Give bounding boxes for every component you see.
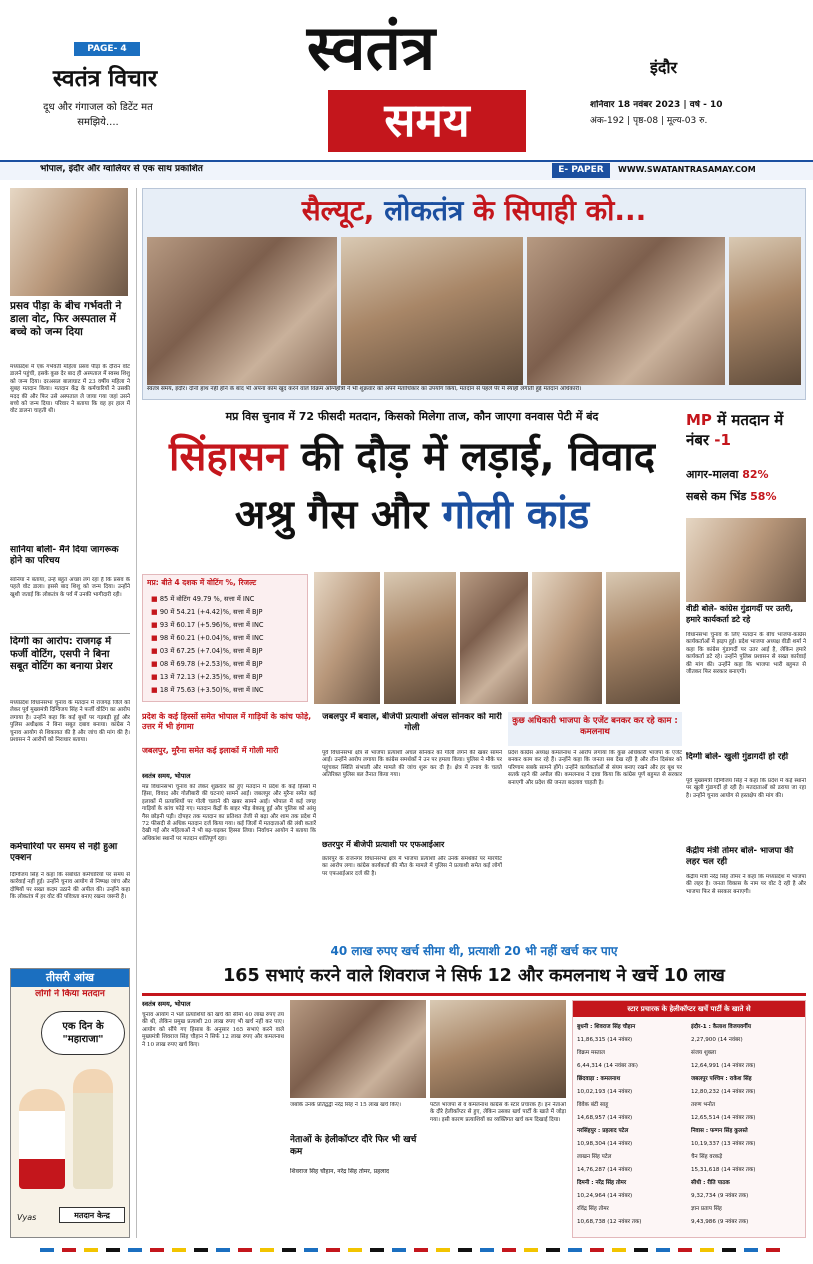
right-story2-headline: दिग्गी बोले- खुली गुंडागर्दी हो रही	[686, 752, 789, 762]
table-cell: तरुण भनोत	[691, 1102, 716, 1108]
expense-body: चुनाव आयोग ने भले प्रत्याशियों को खर्च की सीमा 40 लाख रुपए तय की थी, लेकिन प्रमुख प्रत्याशी 20 लाख रुपए भी खर्च नहीं कर पाए। आयोग को सौंपे गए हिसाब के अनुसार 165 सभाएं करने वाले मुख्यमंत्री शिवराज सिंह चौहान ने सिर्फ 12 लाख रुपए और कमलनाथ ने 10 लाख रुपए खर्च किए।	[142, 1012, 284, 1048]
chhatarpur-headline: छतरपुर में बीजेपी प्रत्याशी पर एफआईआर	[322, 840, 445, 849]
kamalnath-headline: कुछ अधिकारी भाजपा के एजेंट बनकर कर रहे काम : कमलनाथ	[508, 712, 682, 746]
kamalnath-body: प्रदेश कांग्रेस अध्यक्ष कमलनाथ ने आरोप लगाया कि कुछ अधिकारी भाजपा के एजेंट बनकर काम कर रहे हैं। उन्होंने कहा कि जनता सब देख रही है और तीन दिसंबर को परिणाम सबके सामने होंगे। उन्होंने कार्यकर्ताओं से संयम बनाए रखने और हर बूथ पर सतर्क रहने की अपील की। कमलनाथ ने दावा किया कि कांग्रेस पूर्ण बहुमत से सरकार बनाएगी और प्रदेश की जनता बदलाव चाहती है।	[508, 750, 682, 786]
table-cell: विक्रम मस्ताल	[577, 1050, 605, 1056]
cartoon-figure	[19, 1089, 65, 1189]
column-rule	[136, 188, 137, 1238]
left-story3-headline: दिग्गी का आरोप: राजगढ़ में फर्जी वोटिंग, एसपी ने बिना सबूत वोटिंग का बनाया प्रेशर	[10, 636, 113, 672]
agar-label: आगर-मालवा	[686, 468, 739, 481]
table-cell: इंदौर-1 : कैलाश विजयवर्गीय	[691, 1024, 751, 1030]
feature-headline-salute: सैल्यूट,	[301, 194, 375, 227]
lead-bullet-2: जबलपुर, मुरैना समेत कई इलाकों में गोली मारी	[142, 746, 279, 755]
table-cell: सीधी : रीति पाठक	[691, 1180, 730, 1186]
table-cell: रविंद्र सिंह तोमर	[577, 1206, 609, 1212]
cartoon-bubble: एक दिन के "महाराजा"	[41, 1011, 125, 1055]
date-line: शनिवार 18 नवंबर 2023 | वर्ष - 10	[590, 100, 723, 110]
left-story4-body: दिग्विजय सिंह ने कहा कि संबंधित कर्मचारियों पर समय से कार्रवाई नहीं हुई। उन्होंने चुनाव आयोग से निष्पक्ष जांच और दोषियों पर सख्त कदम उठाने की अपील की। उन्होंने कहा कि लोकतंत्र में हर वोट की पवित्रता बनाए रखना जरूरी है।	[10, 872, 130, 901]
table-cell: निवास : फग्गन सिंह कुलस्ते	[691, 1128, 748, 1134]
issue-line: अंक-192 | पृष्ठ-08 | मूल्य-03 रु.	[590, 116, 708, 126]
table-cell: छिंदवाड़ा : कमलनाथ	[577, 1076, 621, 1082]
cartoon-sign: मतदान केन्द्र	[59, 1207, 125, 1223]
table-cell: दिमनी : नरेंद्र सिंह तोमर	[577, 1180, 627, 1186]
feature-headline-rest: के सिपाही को...	[473, 194, 647, 227]
expense-photo-caption: जबकि उनके प्रतिद्वंद्वी नरेंद्र सिंह ने 15 लाख खर्च किए।	[290, 1102, 401, 1108]
lead-byline: स्वतंत्र समय, भोपाल	[142, 772, 191, 780]
website-link[interactable]: WWW.SWATANTRASAMAY.COM	[618, 165, 756, 174]
turnout-row: ■ 08 में 69.78 (+2.53)%, सत्ता में BJP	[151, 660, 305, 673]
table-cell: 2,27,900 (14 नवंबर)	[691, 1037, 743, 1043]
table-cell: चैन सिंह वरकड़े	[691, 1154, 723, 1160]
table-cell: 14,76,287 (14 नवंबर)	[577, 1167, 633, 1173]
turnout-row: ■ 03 में 67.25 (+7.04)%, सत्ता में BJP	[151, 647, 305, 660]
pregnant-voter-photo	[10, 188, 128, 296]
expense-rule	[142, 993, 806, 996]
left-story1-headline: प्रसव पीड़ा के बीच गर्भवती ने डाला वोट, फिर अस्पताल में बच्चे को जन्म दिया	[10, 300, 122, 338]
portrait-5	[606, 572, 680, 704]
lead-bullet-1: प्रदेश के कई हिस्सों समेत भोपाल में गाड़ियों के कांच फोड़े, उत्तर में भी हंगामा	[142, 712, 312, 731]
table-cell: 12,64,991 (14 नवंबर तक)	[691, 1063, 756, 1069]
bhind-value: 58%	[750, 490, 777, 503]
right-story3-body: केंद्रीय मंत्री नरेंद्र सिंह तोमर ने कहा कि मध्यप्रदेश में भाजपा की लहर है। जनता विकास के नाम पर वोट दे रही है और भाजपा फिर से सरकार बनाएगी।	[686, 874, 806, 895]
agar-row	[686, 468, 806, 484]
table-cell: 11,86,315 (14 नवंबर)	[577, 1037, 633, 1043]
mp-label-number: -1	[714, 431, 731, 449]
jabalpur-body: पूर्व विधानसभा क्षेत्र से भाजपा प्रत्याशी अंचल सोनकर को गोली लगने की खबर सामने आई। उन्होंने आरोप लगाया कि कांग्रेस समर्थकों ने उन पर हमला किया। पुलिस ने मौके पर पहुंचकर स्थिति संभाली और मामले की जांच शुरू कर दी है। क्षेत्र में तनाव के चलते अतिरिक्त पुलिस बल तैनात किया गया।	[322, 750, 502, 779]
expense-col2: पटेल भाजपा से व कमलनाथ कांग्रेस के स्टार प्रचारक हैं। इन नेताओं के दौरे हेलीकॉप्टर से हुए, लेकिन उसका खर्च पार्टी के खाते में जोड़ा गया। इसी कारण प्रत्याशियों का व्यक्तिगत खर्च कम दिखाई दिया।	[430, 1102, 566, 1123]
table-cell: संजय शुक्ला	[691, 1050, 717, 1056]
left-story4-headline: कर्मचारियों पर समय से नहीं हुआ एक्शन	[10, 842, 118, 863]
feature-photo-1	[147, 237, 337, 385]
feature-headline	[143, 193, 805, 229]
table-cell: जबलपुर पश्चिम : राकेश सिंह	[691, 1076, 752, 1082]
right-story1-headline: वीडी बोले- कांग्रेस गुंडागर्दी पर उतरी, हमारे कार्यकर्ता डटे रहे	[686, 604, 794, 624]
feature-photo-2	[341, 237, 523, 385]
table-cell: 10,24,964 (14 नवंबर)	[577, 1193, 633, 1199]
page-badge: PAGE- 4	[74, 42, 140, 56]
epaper-label: E- PAPER	[552, 163, 610, 178]
table-cell: 12,65,514 (14 नवंबर तक)	[691, 1115, 756, 1121]
logo-top: स्वतंत्र	[306, 11, 436, 84]
right-story2-body: पूर्व मुख्यमंत्री दिग्विजय सिंह ने कहा कि प्रदेश में कई स्थानों पर खुली गुंडागर्दी हो रही है। मतदाताओं को डराया जा रहा है। उन्होंने चुनाव आयोग से हस्तक्षेप की मांग की।	[686, 778, 806, 799]
lead-body-col1: मप्र विधानसभा चुनाव को लेकर शुक्रवार को हुए मतदान में प्रदेश के कई हिस्सों में हिंसा, विवाद और गोलीबारी की घटनाएं सामने आईं। जबलपुर और मुरैना समेत कई इलाकों में प्रत्याशियों पर गोली चलाने की खबर सामने आई। भोपाल में कई जगह गाड़ियों के कांच फोड़े गए। मतदान केंद्रों के बाहर भीड़ बेकाबू हुई और पुलिस को आंसू गैस छोड़नी पड़ी। दोपहर तक मतदान का प्रतिशत तेजी से बढ़ा और शाम तक प्रदेश में 72 फीसदी से अधिक मतदान दर्ज किया गया। कई जिलों में मतदाताओं की लंबी कतारें देखी गईं और महिलाओं ने भी बढ़-चढ़कर हिस्सा लिया। निर्वाचन आयोग ने बताया कि अधिकांश स्थानों पर मतदान शांतिपूर्ण रहा।	[142, 784, 316, 842]
lead-headline-1	[142, 430, 682, 484]
heli-headline: नेताओं के हेलीकॉप्टर दौरे फिर भी खर्च कम	[290, 1135, 417, 1157]
lead-headline-daud: की दौड़ में लड़ाई, विवाद	[301, 434, 656, 480]
turnout-row: ■ 85 में वोटिंग 49.79 %, सत्ता में INC	[151, 595, 305, 608]
expense-kicker: 40 लाख रुपए खर्च सीमा थी, प्रत्याशी 20 भी नहीं खर्च कर पाए	[330, 944, 618, 958]
expense-photo-1	[290, 1000, 426, 1098]
feature-photo-3	[527, 237, 725, 385]
bottom-color-bar	[40, 1248, 780, 1252]
lead-headline-singhasan: सिंहासन	[168, 434, 288, 480]
bhind-label: सबसे कम भिंड	[686, 490, 747, 503]
expense-byline: स्वतंत्र समय, भोपाल	[142, 1000, 191, 1008]
masthead	[0, 0, 813, 182]
table-cell: 10,19,337 (13 नवंबर तक)	[691, 1141, 756, 1147]
people-caption: शिवराज सिंह चौहान, नरेंद्र सिंह तोमर, प्रहलाद	[290, 1168, 390, 1175]
chhatarpur-body: छतरपुर के राजनगर विधानसभा क्षेत्र में भाजपा प्रत्याशी और उनके समर्थकों पर मारपीट का आरोप लगा। कांग्रेस कार्यकर्ता की मौत के मामले में पुलिस ने प्रत्याशी समेत कई लोगों पर एफआईआर दर्ज की है।	[322, 856, 502, 877]
right-story1-body: विधानसभा चुनाव के लिए मतदान के बीच भाजपा-कांग्रेस कार्यकर्ताओं में झड़प हुई। प्रदेश भाजपा अध्यक्ष वीडी शर्मा ने कहा कि कांग्रेस गुंडागर्दी पर उतर आई है, लेकिन हमारे कार्यकर्ता डटे रहे। उन्होंने पुलिस प्रशासन से सख्त कार्रवाई की मांग की। उन्होंने कहा कि भाजपा भारी बहुमत से जीतकर फिर सरकार बनाएगी।	[686, 632, 806, 675]
top-feature	[142, 188, 806, 400]
heli-table-left	[577, 1021, 687, 1235]
table-cell: 9,43,986 (9 नवंबर तक)	[691, 1219, 749, 1225]
table-cell: नरसिंहपुर : प्रहलाद पटेल	[577, 1128, 629, 1134]
turnout-title: मप्र: बीते 4 दशक में वोटिंग %, रिजल्ट	[147, 578, 257, 587]
cartoon-artist: Vyas	[17, 1213, 37, 1222]
table-cell: 14,68,957 (14 नवंबर)	[577, 1115, 633, 1121]
left-story2-headline: सानिया बोलीं- मैंने दिया जागरूक होने का परिचय	[10, 545, 119, 566]
mp-label-rest: में मतदान में नंबर	[686, 411, 784, 449]
table-cell: बुधनी : शिवराज सिंह चौहान	[577, 1024, 636, 1030]
lead-headline-ashru: अश्रु गैस और	[234, 492, 429, 538]
vd-sharma-photo	[686, 518, 806, 602]
table-cell: 15,31,618 (14 नवंबर तक)	[691, 1167, 756, 1173]
feature-headline-loktantra: लोकतंत्र	[384, 194, 464, 227]
left-story1-body: मध्यप्रदेश में एक गर्भवती महिला प्रसव पीड़ा के दौरान वोट डालने पहुंची, इसके कुछ देर बाद ही अस्पताल में स्वस्थ शिशु को जन्म दिया। दरअसल बालाघाट में 23 वर्षीय महिला ने सुबह मतदान किया। मतदान केंद्र के कर्मचारियों ने उसकी मदद की और फिर उसे अस्पताल ले जाया गया जहां उसने बच्चे को जन्म दिया। परिवार ने बताया कि वह हर हाल में वोट डालना चाहती थी।	[10, 364, 130, 415]
table-cell: विवेक बंटी साहू	[577, 1102, 609, 1108]
tagline: दूध और गंगाजल को डिटेंट मत समझिये....	[43, 102, 153, 128]
feature-caption: स्वतंत्र समय, इंदौर। दोनों हाथ नहीं होने के बाद भी अपना काम खुद करने वाले विक्रम अग्निहोत्री ने भी शुक्रवार को अपने मताधिकार का उपयोग किया, मतदान से पहले पैर में स्याही लगाती हुई मतदान अधिकारी।	[147, 386, 582, 392]
mp-turnout-box	[686, 410, 806, 514]
turnout-list	[151, 595, 305, 699]
turnout-row: ■ 18 में 75.63 (+3.50)%, सत्ता में INC	[151, 686, 305, 699]
portrait-1	[314, 572, 380, 704]
right-story3-headline: केंद्रीय मंत्री तोमर बोले- भाजपा की लहर चल रही	[686, 846, 794, 867]
portrait-3	[460, 572, 528, 704]
lead-kicker: मप्र विस चुनाव में 72 फीसदी मतदान, किसको मिलेगा ताज, कौन जाएगा वनवास पेटी में बंद	[225, 410, 599, 423]
turnout-row: ■ 13 में 72.13 (+2.35)%, सत्ता में BJP	[151, 673, 305, 686]
feature-photo-4	[729, 237, 801, 385]
expense-photo-2	[430, 1000, 566, 1098]
portrait-2	[384, 572, 456, 704]
lead-headline-goli: गोली कांड	[442, 492, 590, 538]
mp-label: MP	[686, 411, 712, 429]
table-cell: 10,98,304 (14 नवंबर)	[577, 1141, 633, 1147]
turnout-row: ■ 90 में 54.21 (+4.42)%, सत्ता में BJP	[151, 608, 305, 621]
table-cell: 10,68,738 (12 नवंबर तक)	[577, 1219, 642, 1225]
mp-turnout-title	[686, 410, 806, 452]
table-cell: ज्ञान प्रताप सिंह	[691, 1206, 722, 1212]
table-cell: 12,80,232 (14 नवंबर तक)	[691, 1089, 756, 1095]
turnout-row: ■ 98 में 60.21 (+0.04)%, सत्ता में INC	[151, 634, 305, 647]
section-title: स्वतंत्र विचार	[52, 66, 158, 92]
heli-table-right	[691, 1021, 803, 1235]
cartoon-title: तीसरी आंख	[11, 969, 129, 987]
portrait-4	[532, 572, 602, 704]
bhind-row	[686, 490, 806, 506]
agar-value: 82%	[742, 468, 769, 481]
logo-bottom: समय	[328, 90, 526, 152]
city-name: इंदौर	[650, 58, 678, 77]
cartoon-box	[10, 968, 130, 1238]
left-divider	[10, 633, 130, 634]
turnout-row: ■ 93 में 60.17 (+5.96)%, सत्ता में INC	[151, 621, 305, 634]
left-story2-body: सानिया ने बताया, उन्हें बहुत अच्छा लग रहा है कि प्रसव के पहले वोट डाला। इससे बाद शिशु को जन्म दिया। उन्होंने खुशी जताई कि लोकतंत्र के पर्व में उनकी भागीदारी रही।	[10, 577, 130, 598]
table-cell: 9,32,734 (9 नवंबर तक)	[691, 1193, 749, 1199]
jabalpur-headline: जबलपुर में बवाल, बीजेपी प्रत्याशी अंचल सोनकर को मारी गोली	[322, 712, 502, 733]
table-cell: लाखन सिंह पटेल	[577, 1154, 612, 1160]
heli-table-title: स्टार प्रचारक के हेलीकॉप्टर खर्चे पार्टी के खाते से	[573, 1001, 805, 1017]
expense-headline: 165 सभाएं करने वाले शिवराज ने सिर्फ 12 और कमलनाथ ने खर्चे 10 लाख	[223, 966, 725, 986]
lead-headline-2	[142, 488, 682, 542]
publish-strip	[0, 160, 813, 180]
left-story3-body: मध्यप्रदेश विधानसभा चुनाव के मतदान में राजगढ़ जिले को लेकर पूर्व मुख्यमंत्री दिग्विजय सिंह ने फर्जी वोटिंग का आरोप लगाया है। उन्होंने कहा कि कई बूथों पर गड़बड़ी हुई और पुलिस अधीक्षक ने बिना सबूत दबाव बनाया। कांग्रेस ने चुनाव आयोग से शिकायत की है और जांच की मांग की है। प्रशासन ने आरोपों को निराधार बताया।	[10, 700, 130, 743]
turnout-box	[142, 574, 308, 702]
heli-table	[572, 1000, 806, 1238]
table-cell: 10,02,193 (14 नवंबर)	[577, 1089, 633, 1095]
table-cell: 6,44,314 (14 नवंबर तक)	[577, 1063, 638, 1069]
cartoon-figure-2	[73, 1069, 113, 1189]
publish-line: भोपाल, इंदौर और ग्वालियर से एक साथ प्रकाशित	[40, 164, 203, 174]
cartoon-subtitle: लोगों ने किया मतदान	[35, 989, 105, 999]
